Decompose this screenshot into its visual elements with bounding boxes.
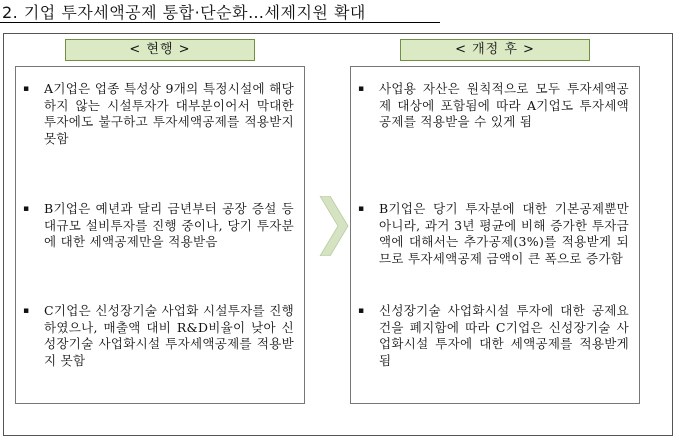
revised-label: < 개정 후 > xyxy=(400,39,590,61)
bullet-icon: ▪ xyxy=(358,204,365,214)
current-label: < 현행 > xyxy=(65,39,255,61)
revised-panel xyxy=(350,42,640,404)
revised-item-b-text: B기업은 당기 투자분에 대한 기본공제뿐만 아니라, 과거 3년 평균에 비해 증가한 투자금액에 대해서는 추가공제(3%)를 적용받게 되므로 투자세액공제 금액이 큰 폭으로 증가함 xyxy=(379,201,629,266)
bullet-icon: ▪ xyxy=(23,84,30,94)
bullet-icon: ▪ xyxy=(358,306,365,316)
bullet-icon: ▪ xyxy=(23,306,30,316)
current-panel xyxy=(15,42,305,404)
page-title: 2. 기업 투자세액공제 통합·단순화…세제지원 확대 xyxy=(2,3,366,22)
title-underline xyxy=(0,22,440,23)
current-item-b-text: B기업은 예년과 달리 금년부터 공장 증설 등 대규모 설비투자를 진행 중이나, 당기 투자분에 대한 세액공제만을 적용받음 xyxy=(44,201,294,249)
right-arrow-icon xyxy=(318,196,350,256)
bullet-icon: ▪ xyxy=(23,204,30,214)
current-item-a-text: A기업은 업종 특성상 9개의 특정시설에 해당하지 않는 시설투자가 대부분이어서 막대한 투자에도 불구하고 투자세액공제를 적용받지 못함 xyxy=(44,81,294,146)
revised-item-c-text: 신성장기술 사업화시설 투자에 대한 공제요건을 폐지함에 따라 C기업은 신성장기술 사업화시설 투자에 대한 세액공제를 적용받게 됨 xyxy=(379,303,629,368)
revised-item-a-text: 사업용 자산은 원칙적으로 모두 투자세액공제 대상에 포함됨에 따라 A기업도 투자세액공제를 적용받을 수 있게 됨 xyxy=(379,81,629,129)
current-item-c-text: C기업은 신성장기술 사업화 시설투자를 진행하였으나, 매출액 대비 R&D비율이 낮아 신성장기술 사업화시설 투자세액공제를 적용받지 못함 xyxy=(44,303,294,368)
bullet-icon: ▪ xyxy=(358,84,365,94)
